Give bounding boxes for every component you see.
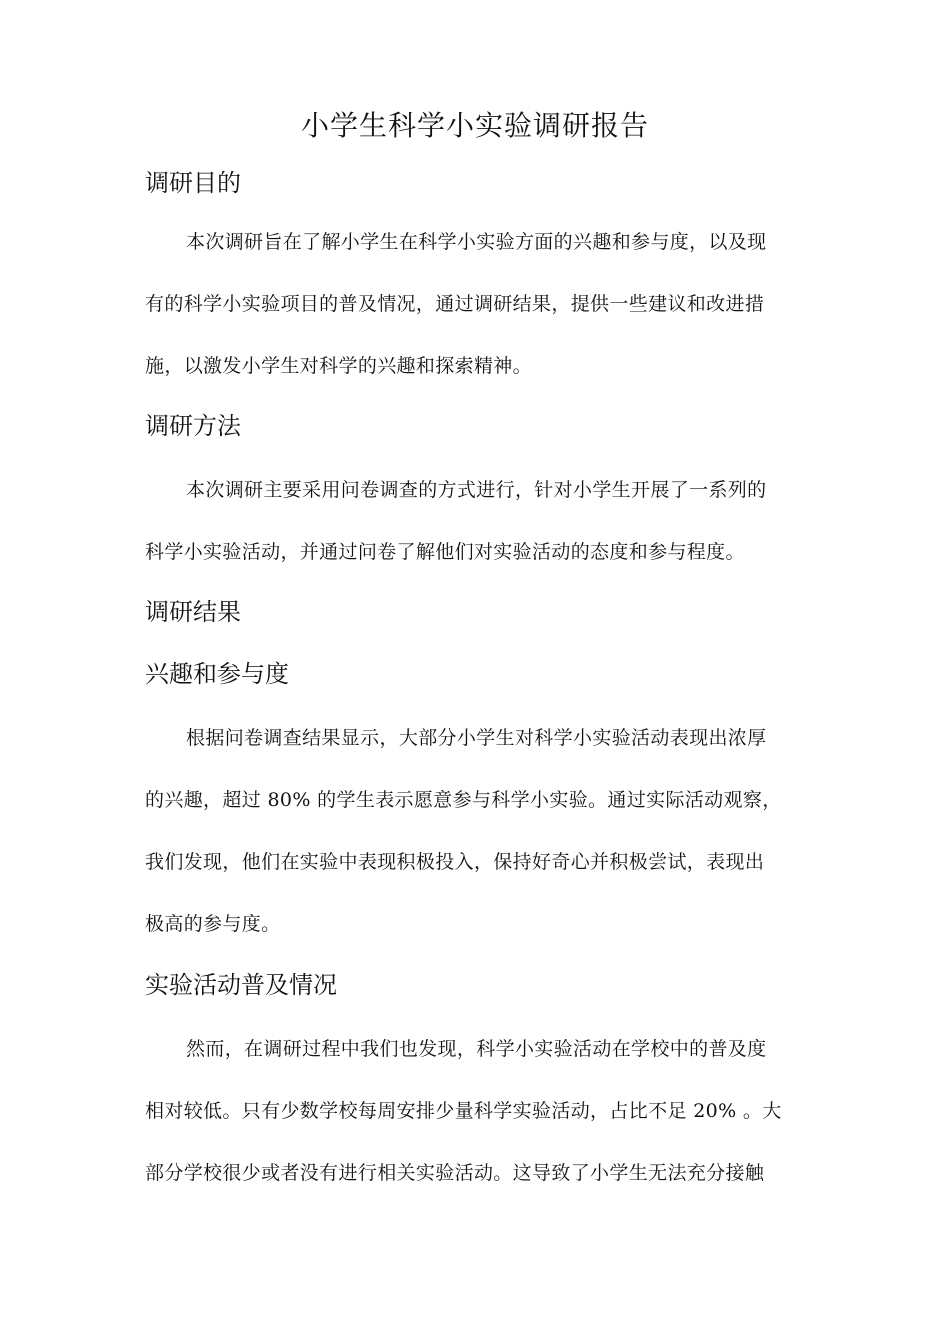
paragraph-line: 部分学校很少或者没有进行相关实验活动。这导致了小学生无法充分接触	[145, 1162, 765, 1184]
paragraph-line: 根据问卷调查结果显示，大部分小学生对科学小实验活动表现出浓厚	[186, 727, 767, 749]
paragraph-line: 科学小实验活动，并通过问卷了解他们对实验活动的态度和参与程度。	[145, 541, 745, 563]
paragraph-line: 有的科学小实验项目的普及情况，通过调研结果，提供一些建议和改进措	[145, 293, 765, 315]
section-heading-purpose: 调研目的	[145, 169, 241, 197]
section-heading-interest: 兴趣和参与度	[145, 660, 289, 688]
section-heading-popularity: 实验活动普及情况	[145, 971, 337, 999]
section-heading-method: 调研方法	[145, 412, 241, 440]
paragraph-line: 极高的参与度。	[145, 913, 281, 935]
paragraph-line: 的兴趣，超过 80% 的学生表示愿意参与科学小实验。通过实际活动观察，	[145, 789, 782, 811]
paragraph-line: 然而，在调研过程中我们也发现，科学小实验活动在学校中的普及度	[186, 1038, 767, 1060]
paragraph-line: 本次调研主要采用问卷调查的方式进行，针对小学生开展了一系列的	[186, 479, 767, 501]
section-heading-results: 调研结果	[145, 598, 241, 626]
paragraph-line: 施，以激发小学生对科学的兴趣和探索精神。	[145, 355, 533, 377]
paragraph-line: 本次调研旨在了解小学生在科学小实验方面的兴趣和参与度，以及现	[186, 231, 767, 253]
paragraph-line: 我们发现，他们在实验中表现积极投入，保持好奇心并积极尝试，表现出	[145, 851, 765, 873]
paragraph-line: 相对较低。只有少数学校每周安排少量科学实验活动，占比不足 20% 。大	[145, 1100, 782, 1122]
document-title: 小学生科学小实验调研报告	[300, 109, 649, 142]
